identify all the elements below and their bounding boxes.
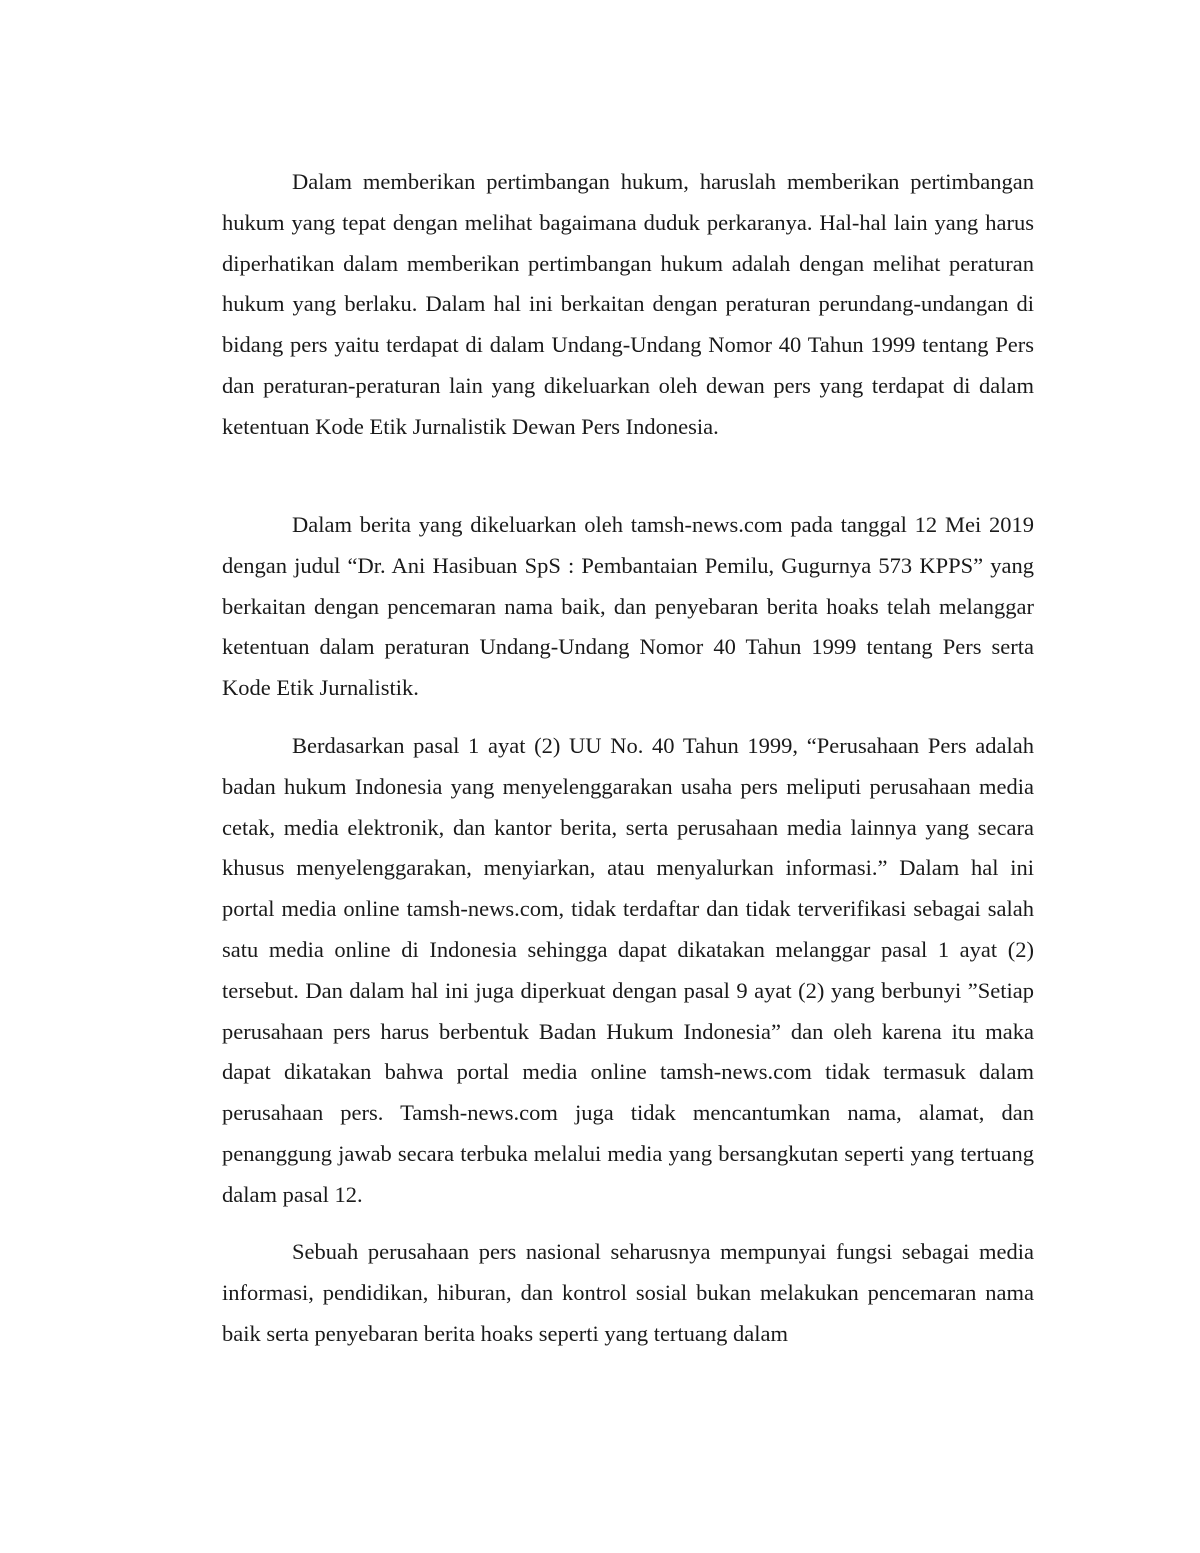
paragraph-1: Dalam memberikan pertimbangan hukum, haruslah memberikan pertimbangan hukum yang tepat dengan melihat bagaimana duduk perkaranya. Hal-hal lain yang harus diperhatikan dalam memberikan pertimbangan hukum adalah dengan melihat peraturan hukum yang berlaku. Dalam hal ini berkaitan dengan peraturan perundang-undangan di bidang pers yaitu terdapat di dalam Undang-Undang Nomor 40 Tahun 1999 tentang Pers dan peraturan-peraturan lain yang dikeluarkan oleh dewan pers yang terdapat di dalam ketentuan Kode Etik Jurnalistik Dewan Pers Indonesia. (222, 169, 1034, 439)
paragraph-3: Berdasarkan pasal 1 ayat (2) UU No. 40 Tahun 1999, “Perusahaan Pers adalah badan hukum Indonesia yang menyelenggarakan usaha pers meliputi perusahaan media cetak, media elektronik, dan kantor berita, serta perusahaan media lainnya yang secara khusus menyelenggarakan, menyiarkan, atau menyalurkan informasi.” Dalam hal ini portal media online tamsh-news.com, tidak terdaftar dan tidak terverifikasi sebagai salah satu media online di Indonesia sehingga dapat dikatakan melanggar pasal 1 ayat (2) tersebut. Dan dalam hal ini juga diperkuat dengan pasal 9 ayat (2) yang berbunyi ”Setiap perusahaan pers harus berbentuk Badan Hukum Indonesia” dan oleh karena itu maka dapat dikatakan bahwa portal media online tamsh-news.com tidak termasuk dalam perusahaan pers. Tamsh-news.com juga tidak mencantumkan nama, alamat, dan penanggung jawab secara terbuka melalui media yang bersangkutan seperti yang tertuang dalam pasal 12. (222, 733, 1034, 1207)
paragraph-2: Dalam berita yang dikeluarkan oleh tamsh-news.com pada tanggal 12 Mei 2019 dengan judul “Dr. Ani Hasibuan SpS : Pembantaian Pemilu, Gugurnya 573 KPPS” yang berkaitan dengan pencemaran nama baik, dan penyebaran berita hoaks telah melanggar ketentuan dalam peraturan Undang-Undang Nomor 40 Tahun 1999 tentang Pers serta Kode Etik Jurnalistik. (222, 512, 1034, 701)
paragraph-4: Sebuah perusahaan pers nasional seharusnya mempunyai fungsi sebagai media informasi, pendidikan, hiburan, dan kontrol sosial bukan melakukan pencemaran nama baik serta penyebaran berita hoaks seperti yang tertuang dalam (222, 1239, 1034, 1346)
